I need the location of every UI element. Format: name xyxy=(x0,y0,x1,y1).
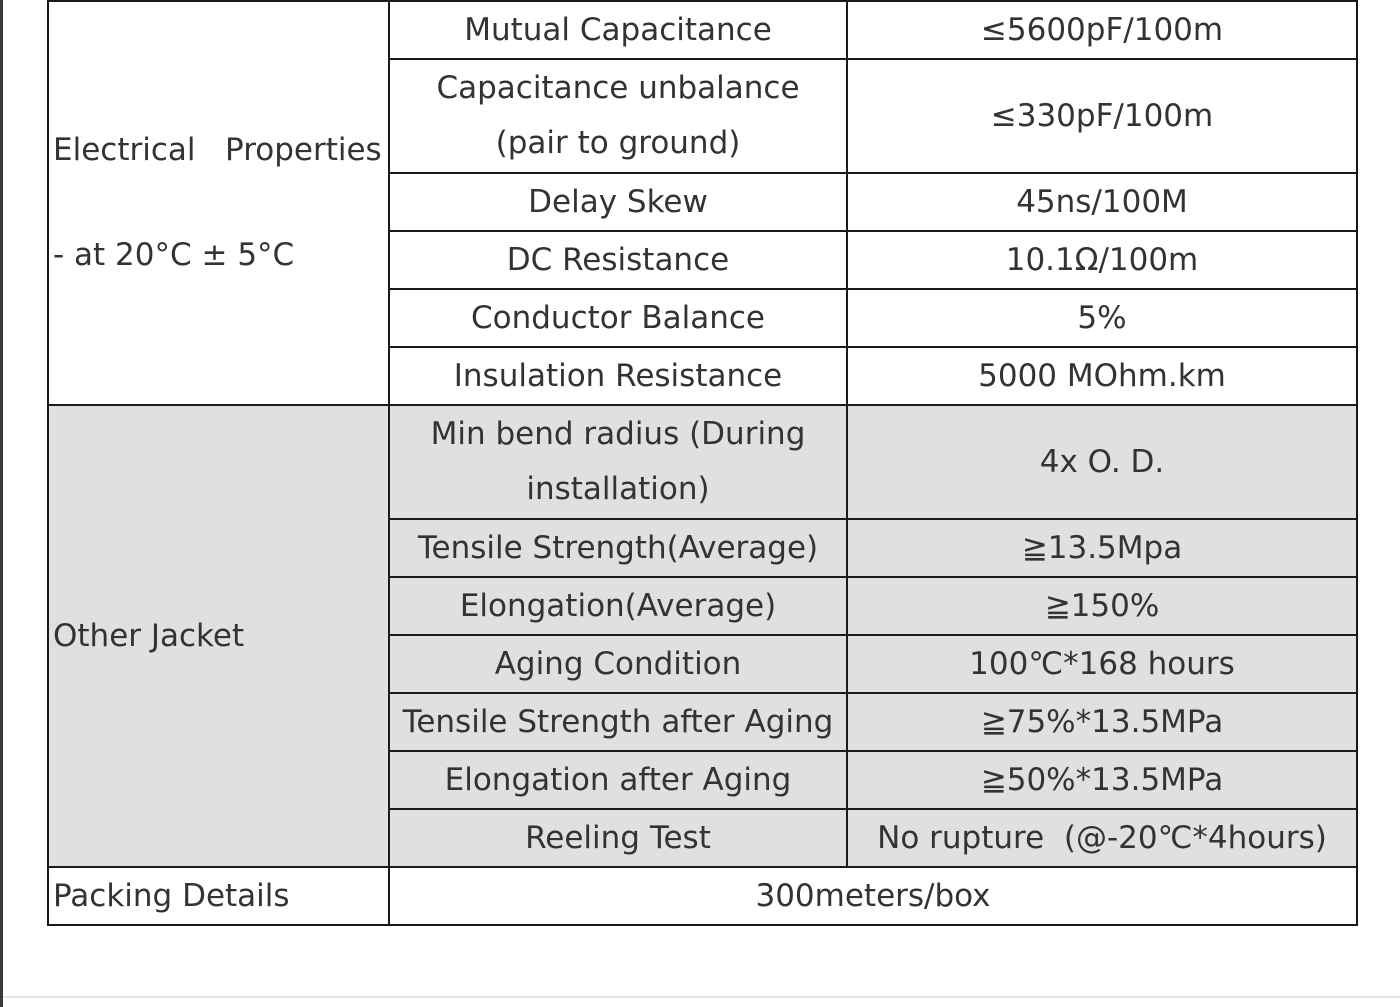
packing-label-cell: Packing Details xyxy=(48,867,389,925)
table-row xyxy=(48,1,1357,59)
value-cell: ≤330pF/100m xyxy=(847,59,1357,173)
value-cell: ≧50%*13.5MPa xyxy=(847,751,1357,809)
property-cell: Insulation Resistance xyxy=(389,347,847,405)
value-cell: 10.1Ω/100m xyxy=(847,231,1357,289)
page-bottom-divider xyxy=(3,996,1400,998)
property-cell: Delay Skew xyxy=(389,173,847,231)
table-row xyxy=(48,867,1357,925)
property-cell: Elongation(Average) xyxy=(389,577,847,635)
jacket-group-cell xyxy=(48,405,389,867)
value-cell: ≧13.5Mpa xyxy=(847,519,1357,577)
property-cell: Conductor Balance xyxy=(389,289,847,347)
value-cell: No rupture (@-20℃*4hours) xyxy=(847,809,1357,867)
jacket-group-label: Other Jacket xyxy=(53,617,245,654)
value-cell: ≤5600pF/100m xyxy=(847,1,1357,59)
electrical-group-condition: - at 20°C ± 5°C xyxy=(53,237,295,273)
property-cell: Aging Condition xyxy=(389,635,847,693)
page-left-border xyxy=(0,0,3,1007)
electrical-group-label: Electrical Properties xyxy=(53,132,382,168)
value-cell: 4x O. D. xyxy=(847,405,1357,519)
property-cell: Mutual Capacitance xyxy=(389,1,847,59)
value-cell: ≧75%*13.5MPa xyxy=(847,693,1357,751)
property-cell: Reeling Test xyxy=(389,809,847,867)
value-cell: 100℃*168 hours xyxy=(847,635,1357,693)
value-cell: ≧150% xyxy=(847,577,1357,635)
value-cell: 5000 MOhm.km xyxy=(847,347,1357,405)
property-cell: DC Resistance xyxy=(389,231,847,289)
property-cell: Min bend radius (During installation) xyxy=(389,405,847,519)
packing-value-cell: 300meters/box xyxy=(389,867,1357,925)
value-cell: 5% xyxy=(847,289,1357,347)
property-cell: Capacitance unbalance (pair to ground) xyxy=(389,59,847,173)
property-cell: Tensile Strength after Aging xyxy=(389,693,847,751)
property-cell: Elongation after Aging xyxy=(389,751,847,809)
spec-table xyxy=(47,0,1358,926)
value-cell: 45ns/100M xyxy=(847,173,1357,231)
electrical-group-cell xyxy=(48,1,389,405)
property-cell: Tensile Strength(Average) xyxy=(389,519,847,577)
table-row xyxy=(48,405,1357,519)
